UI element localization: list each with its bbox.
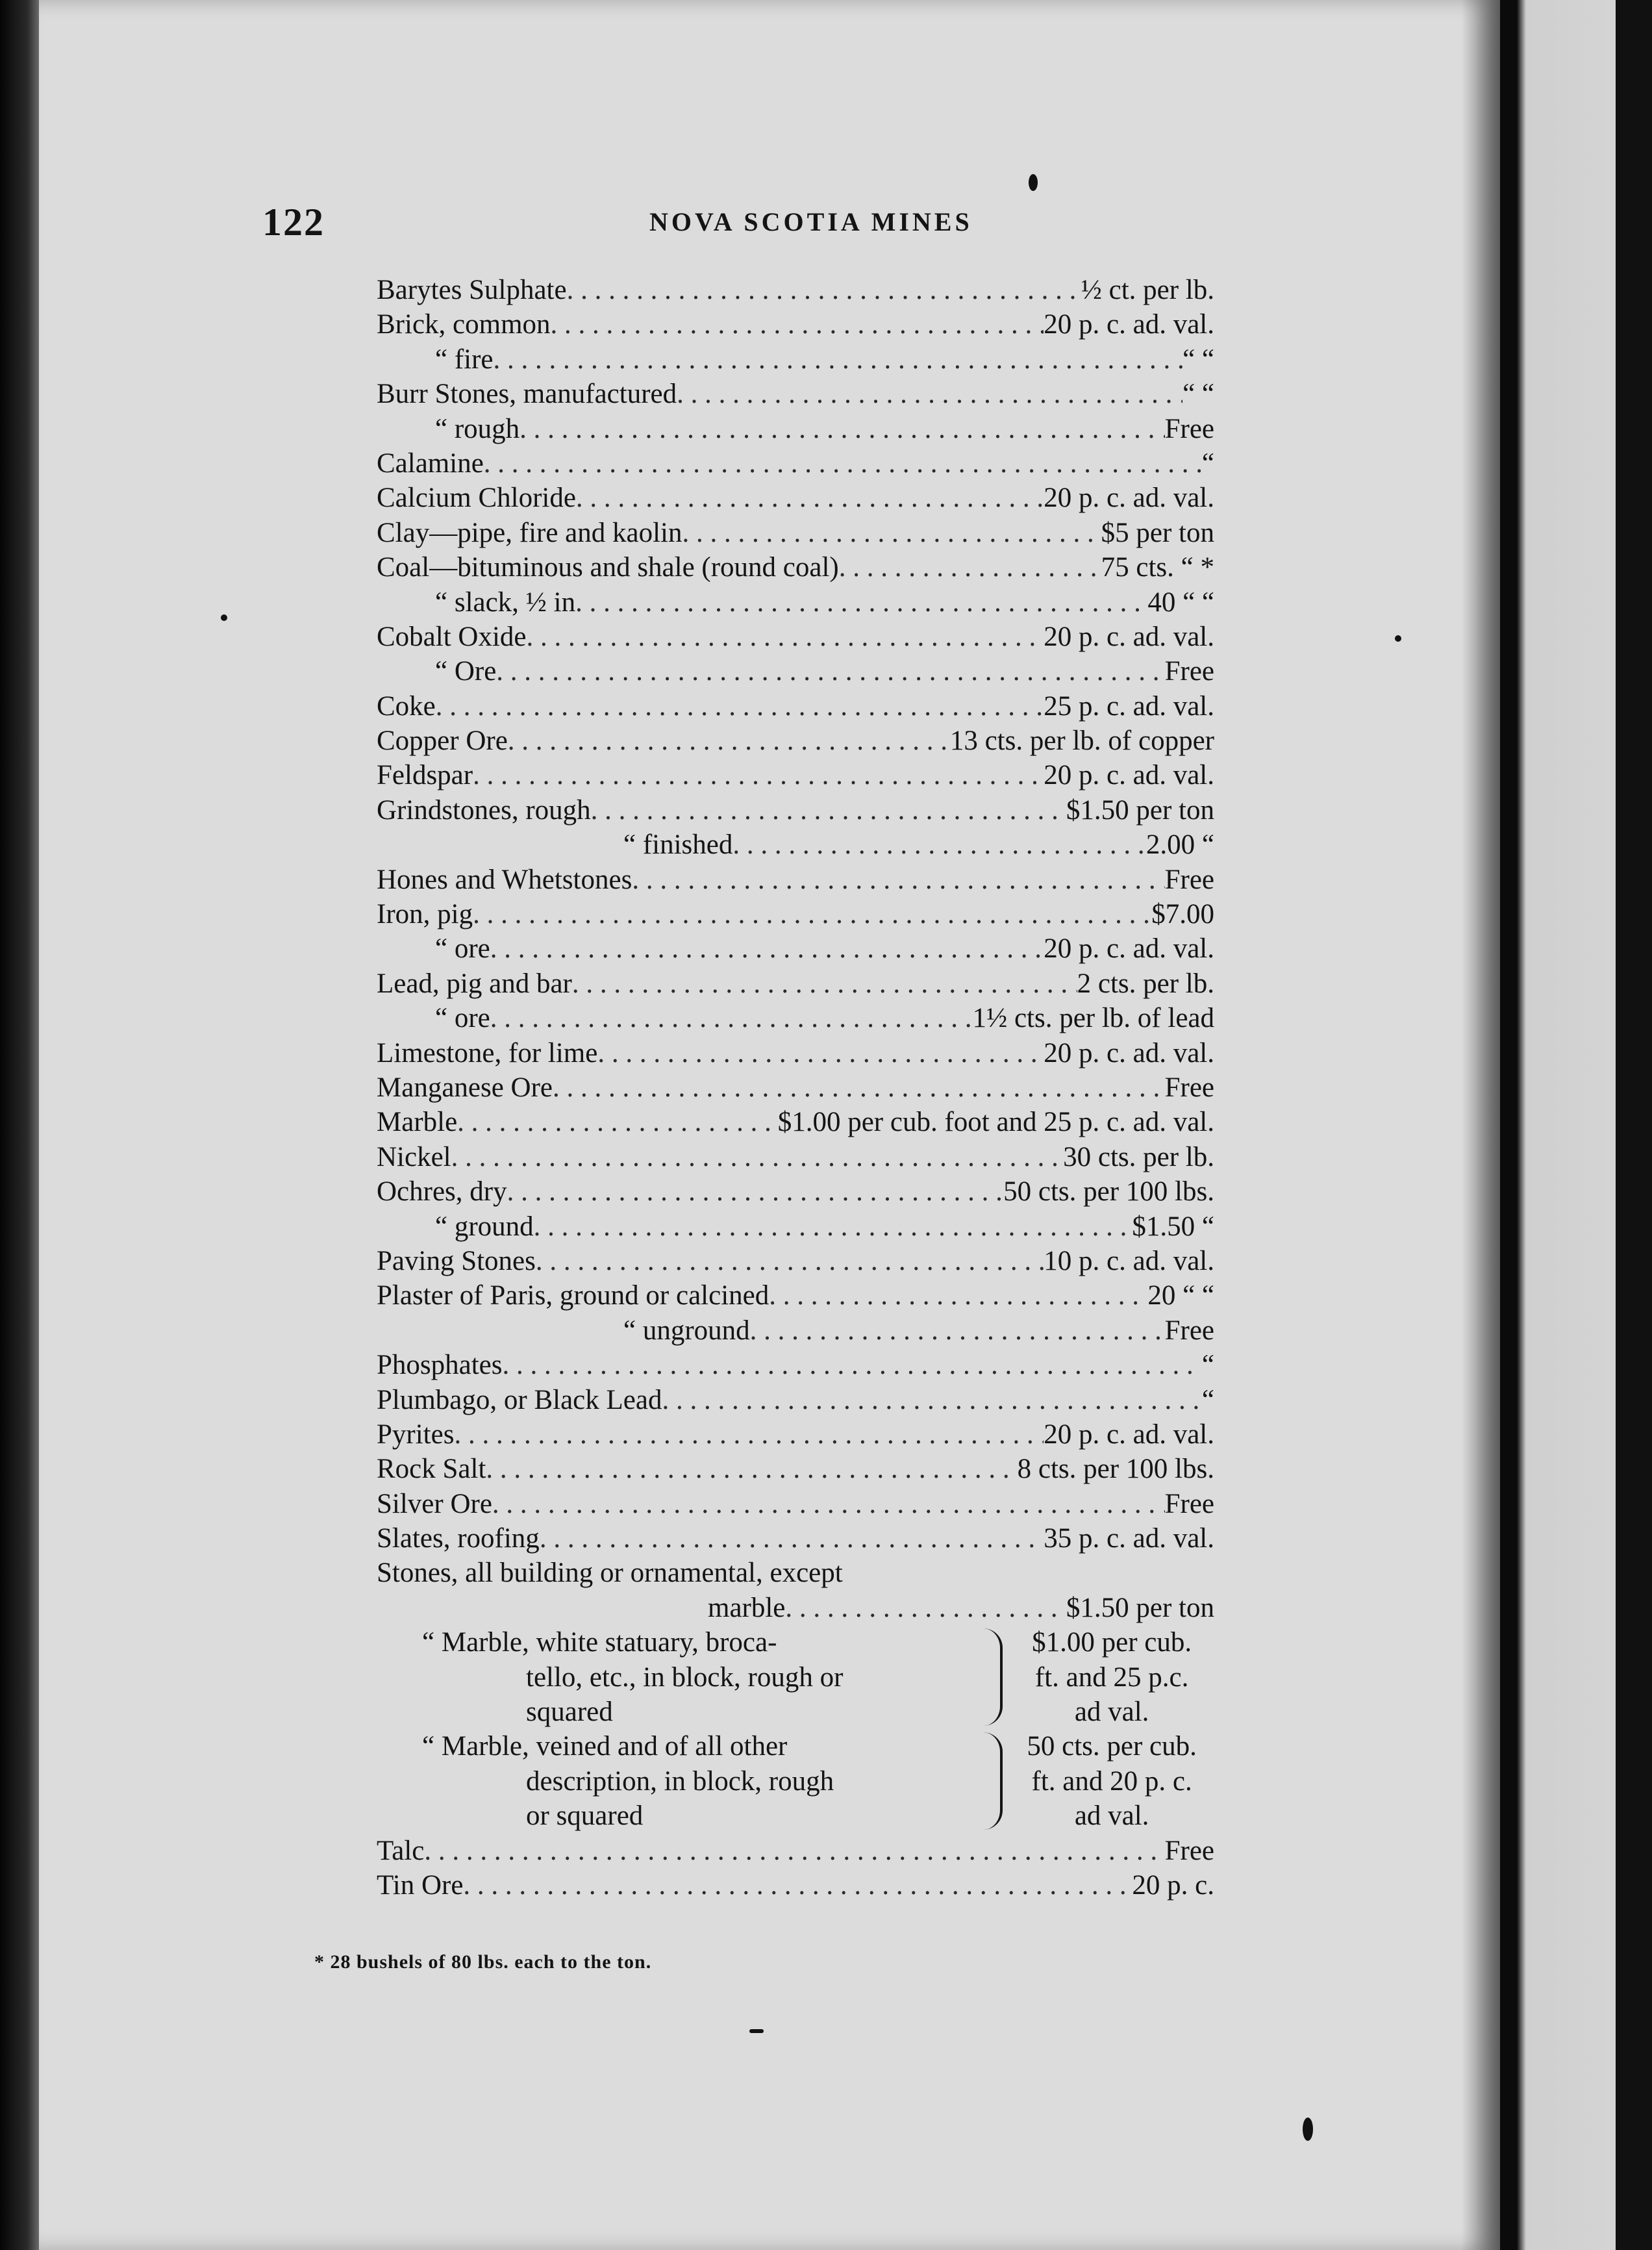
- tariff-row: [377, 1105, 1214, 1139]
- tariff-row: [377, 516, 1214, 550]
- entry-name: Paving Stones: [377, 1245, 536, 1276]
- tariff-row: [377, 1140, 1214, 1174]
- entry-name: “ fire: [435, 344, 494, 375]
- entry-rate: 2.00 “: [1145, 829, 1214, 861]
- entry-name: “ unground: [623, 1315, 750, 1346]
- entry-name: “ ore: [435, 1003, 490, 1034]
- leader-dots: [572, 967, 1077, 1001]
- entry-rate: $1.50 per ton: [1066, 794, 1214, 826]
- entry-name: Grindstones, rough: [377, 794, 591, 826]
- rate-line: $1.00 per cub.: [1032, 1627, 1192, 1658]
- entry-name: “ finished: [623, 829, 733, 861]
- leader-dots: [490, 1001, 973, 1035]
- entry-rate: “ “: [1183, 379, 1214, 410]
- entry-name: Coke: [377, 690, 436, 722]
- entry-name: Tin Ore: [377, 1869, 464, 1901]
- entry-name: Plaster of Paris, ground or calcined: [377, 1280, 770, 1311]
- brace-icon: [975, 1628, 1003, 1726]
- scan-left-edge: [0, 0, 39, 2250]
- entry-name: Calcium Chloride: [377, 483, 576, 514]
- tariff-row: [377, 1868, 1214, 1902]
- entry-rate: 20 p. c. ad. val.: [1044, 309, 1214, 340]
- leader-dots: [575, 585, 1147, 620]
- entry-rate: “ “: [1183, 344, 1214, 375]
- entry-name: “ slack, ½ in: [435, 587, 576, 618]
- entry-line: squared: [526, 1697, 613, 1728]
- tariff-row-marble-veined: [377, 1729, 1214, 1833]
- entry-name: Rock Salt: [377, 1454, 486, 1485]
- entry-name: Cobalt Oxide: [377, 621, 527, 652]
- entry-name: “ rough: [435, 413, 520, 444]
- leader-dots: [785, 1591, 1066, 1625]
- entry-name: Lead, pig and bar: [377, 968, 572, 999]
- entry-rate: Free: [1164, 1835, 1214, 1866]
- leader-dots: [507, 1174, 1004, 1209]
- leader-dots: [496, 654, 1164, 689]
- entry-rate: “: [1201, 1384, 1214, 1415]
- tariff-row: [377, 620, 1214, 654]
- tariff-row: [377, 863, 1214, 897]
- entry-line: “ Marble, veined and of all other: [422, 1731, 788, 1762]
- entry-name: “ Ore: [435, 656, 497, 687]
- leader-dots: [484, 446, 1202, 481]
- entry-rate: 20 p. c. ad. val.: [1044, 933, 1214, 965]
- leader-dots: [473, 897, 1151, 931]
- entry-name: Plumbago, or Black Lead: [377, 1384, 662, 1415]
- tariff-row: [377, 377, 1214, 411]
- entry-rate: Free: [1164, 1315, 1214, 1346]
- leader-dots: [551, 307, 1044, 342]
- leader-dots: [750, 1313, 1165, 1348]
- tariff-row: [377, 1001, 1214, 1035]
- entry-name: Stones, all building or ornamental, except: [377, 1558, 843, 1589]
- tariff-row-stones: [377, 1591, 1214, 1625]
- leader-dots: [540, 1521, 1044, 1556]
- entry-rate: 75 cts. “ *: [1101, 552, 1214, 583]
- entry-rate: ½ ct. per lb.: [1081, 275, 1214, 305]
- tariff-row: [377, 931, 1214, 966]
- ink-speck: [1029, 174, 1038, 191]
- entry-name: Phosphates: [377, 1350, 503, 1381]
- entry-rate: 30 cts. per lb.: [1063, 1141, 1214, 1172]
- entry-name: Clay—pipe, fire and kaolin: [377, 517, 682, 548]
- entry-line: tello, etc., in block, rough or: [526, 1662, 844, 1693]
- tariff-row: [377, 1348, 1214, 1382]
- entry-name: Nickel: [377, 1141, 451, 1172]
- tariff-row: [377, 1244, 1214, 1278]
- entry-rate: 40 “ “: [1147, 587, 1214, 618]
- tariff-row: [377, 550, 1214, 585]
- tariff-row: [377, 1487, 1214, 1521]
- entry-rate: [1009, 1729, 1214, 1833]
- entry-rate: 20 p. c. ad. val.: [1044, 621, 1214, 652]
- tariff-list: [377, 273, 1214, 1902]
- tariff-row: [377, 307, 1214, 342]
- entry-name: “ ground: [435, 1211, 534, 1242]
- tariff-row: [377, 967, 1214, 1001]
- leader-dots: [527, 620, 1044, 654]
- page-number: 122: [262, 201, 325, 244]
- tariff-row: [377, 342, 1214, 377]
- leader-dots: [463, 1868, 1132, 1902]
- tariff-row: [377, 828, 1214, 862]
- entry-name: Coal—bituminous and shale (round coal): [377, 552, 839, 583]
- entry-name: Pyrites: [377, 1419, 455, 1450]
- entry-name: marble: [708, 1592, 786, 1623]
- entry-rate: 10 p. c. ad. val.: [1044, 1245, 1214, 1276]
- tariff-row: [377, 793, 1214, 828]
- leader-dots: [486, 1452, 1017, 1486]
- entry-name: Silver Ore: [377, 1488, 492, 1519]
- leader-dots: [519, 412, 1164, 446]
- tariff-row-stones-header: [377, 1556, 1214, 1590]
- entry-rate: $1.50 “: [1132, 1211, 1214, 1242]
- entry-rate: Free: [1164, 413, 1214, 444]
- brace-icon: [975, 1732, 1003, 1830]
- leader-dots: [451, 1140, 1064, 1174]
- tariff-row: [377, 1834, 1214, 1868]
- footnote: * 28 bushels of 80 lbs. each to the ton.: [314, 1951, 652, 1973]
- leader-dots: [839, 550, 1101, 585]
- leader-dots: [508, 724, 950, 758]
- tariff-row: [377, 724, 1214, 758]
- entry-rate: Free: [1164, 1072, 1214, 1103]
- entry-name: Slates, roofing: [377, 1523, 540, 1554]
- entry-rate: 25 p. c. ad. val.: [1044, 690, 1214, 722]
- gutter-shadow: [1461, 0, 1500, 2250]
- entry-rate: 50 cts. per 100 lbs.: [1003, 1176, 1214, 1207]
- tariff-row: [377, 585, 1214, 620]
- entry-description: [422, 1625, 969, 1729]
- entry-rate: “: [1201, 1350, 1214, 1381]
- rate-line: 50 cts. per cub.: [1027, 1731, 1197, 1762]
- tariff-row: [377, 1417, 1214, 1452]
- leader-dots: [536, 1244, 1044, 1278]
- entry-rate: Free: [1164, 656, 1214, 687]
- entry-rate: Free: [1164, 1488, 1214, 1519]
- entry-name: Calamine: [377, 448, 484, 479]
- leader-dots: [677, 377, 1183, 411]
- entry-rate: $7.00: [1151, 899, 1214, 930]
- tariff-row: [377, 1521, 1214, 1556]
- leader-dots: [492, 1487, 1165, 1521]
- tariff-row: [377, 1174, 1214, 1209]
- entry-rate: 35 p. c. ad. val.: [1044, 1523, 1214, 1554]
- leader-dots: [591, 793, 1066, 828]
- entry-rate: 8 cts. per 100 lbs.: [1017, 1454, 1214, 1485]
- entry-rate: 1½ cts. per lb. of lead: [972, 1003, 1214, 1034]
- leader-dots: [534, 1209, 1133, 1244]
- running-head: NOVA SCOTIA MINES: [649, 207, 973, 236]
- entry-name: Feldspar: [377, 760, 473, 791]
- rate-line: ad val.: [1074, 1801, 1149, 1832]
- leader-dots: [436, 689, 1044, 724]
- entry-rate: $5 per ton: [1101, 517, 1214, 548]
- entry-name: Iron, pig: [377, 899, 473, 930]
- tariff-row: [377, 1452, 1214, 1486]
- entry-name: Hones and Whetstones: [377, 864, 632, 895]
- ink-speck: [749, 2029, 764, 2033]
- entry-rate: 13 cts. per lb. of copper: [949, 726, 1214, 757]
- ink-speck: [1303, 2117, 1313, 2141]
- ink-speck: [1395, 635, 1401, 642]
- entry-name: Brick, common: [377, 309, 551, 340]
- leader-dots: [662, 1383, 1201, 1417]
- tariff-row: [377, 481, 1214, 515]
- entry-name: Limestone, for lime: [377, 1037, 598, 1068]
- tariff-row: [377, 1383, 1214, 1417]
- leader-dots: [457, 1105, 778, 1139]
- entry-rate: “: [1201, 448, 1214, 479]
- tariff-entries: [377, 273, 1214, 1556]
- leader-dots: [597, 1036, 1044, 1070]
- tariff-row: [377, 412, 1214, 446]
- entry-line: or squared: [526, 1801, 644, 1832]
- leader-dots: [632, 863, 1164, 897]
- leader-dots: [769, 1278, 1147, 1313]
- entry-rate: $1.00 per cub. foot and 25 p. c. ad. val.: [777, 1107, 1214, 1138]
- tariff-row: [377, 758, 1214, 792]
- tariff-row: [377, 1313, 1214, 1348]
- entry-rate: 2 cts. per lb.: [1077, 968, 1214, 999]
- rate-line: ft. and 20 p. c.: [1031, 1765, 1192, 1797]
- leader-dots: [732, 828, 1146, 862]
- scan-right-edge: [1616, 0, 1652, 2250]
- entry-name: “ ore: [435, 933, 490, 965]
- entry-name: Ochres, dry: [377, 1176, 507, 1207]
- leader-dots: [503, 1348, 1202, 1382]
- entry-name: Barytes Sulphate: [377, 275, 567, 305]
- ink-speck: [221, 614, 227, 621]
- entry-description: [422, 1729, 969, 1833]
- leader-dots: [494, 342, 1183, 377]
- tariff-row-marble-white: [377, 1625, 1214, 1729]
- tariff-row: [377, 273, 1214, 307]
- rate-line: ft. and 25 p.c.: [1034, 1662, 1189, 1693]
- entry-rate: 20 p. c. ad. val.: [1044, 483, 1214, 514]
- entry-rate: 20 “ “: [1147, 1280, 1214, 1311]
- entry-rate: Free: [1164, 864, 1214, 895]
- entry-name: Talc: [377, 1835, 425, 1866]
- leader-dots: [424, 1834, 1164, 1868]
- entry-rate: 20 p. c.: [1132, 1869, 1214, 1901]
- tariff-row: [377, 1070, 1214, 1105]
- rate-line: ad val.: [1074, 1697, 1149, 1728]
- entry-name: Marble: [377, 1107, 458, 1138]
- entry-line: “ Marble, white statuary, broca-: [422, 1627, 777, 1658]
- leader-dots: [576, 481, 1044, 515]
- entry-line: description, in block, rough: [526, 1765, 834, 1797]
- entry-name: Burr Stones, manufactured: [377, 379, 677, 410]
- entry-rate: [1009, 1625, 1214, 1729]
- entry-rate: 20 p. c. ad. val.: [1044, 760, 1214, 791]
- tariff-row: [377, 689, 1214, 724]
- tariff-row: [377, 654, 1214, 689]
- entry-rate: $1.50 per ton: [1066, 1592, 1214, 1623]
- entry-rate: 20 p. c. ad. val.: [1044, 1419, 1214, 1450]
- tariff-row: [377, 1036, 1214, 1070]
- leader-dots: [490, 931, 1044, 966]
- tariff-row: [377, 1209, 1214, 1244]
- entry-name: Copper Ore: [377, 726, 508, 757]
- leader-dots: [682, 516, 1101, 550]
- entry-rate: 20 p. c. ad. val.: [1044, 1037, 1214, 1068]
- entry-name: Manganese Ore: [377, 1072, 553, 1103]
- leader-dots: [567, 273, 1081, 307]
- tariff-row: [377, 446, 1214, 481]
- tariff-tail-entries: [377, 1834, 1214, 1903]
- tariff-row: [377, 1278, 1214, 1313]
- leader-dots: [553, 1070, 1165, 1105]
- tariff-row: [377, 897, 1214, 931]
- leader-dots: [454, 1417, 1044, 1452]
- leader-dots: [473, 758, 1044, 792]
